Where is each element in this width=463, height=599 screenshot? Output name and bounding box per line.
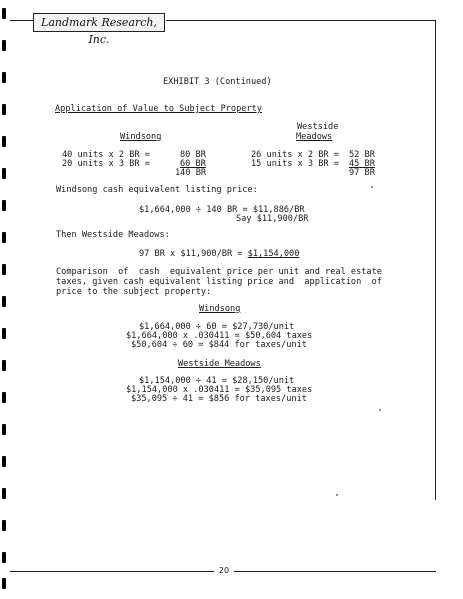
- binder-hole: [2, 168, 6, 179]
- then-calc-prefix: 97 BR x $11,900/BR =: [139, 249, 248, 259]
- windsong-calc-heading: Windsong: [199, 304, 241, 314]
- speck: [336, 494, 338, 496]
- then-intro: Then Westside Meadows:: [56, 230, 170, 240]
- westside-calc-line3: $35,095 ÷ 41 = $856 for taxes/unit: [131, 394, 307, 404]
- westside-total: 97 BR: [349, 168, 375, 178]
- westside-row2-value: 45 BR: [349, 159, 375, 169]
- binder-hole: [2, 456, 6, 467]
- westside-row1-value: 52 BR: [349, 150, 375, 160]
- binder-hole: [2, 200, 6, 211]
- frame-line: [166, 20, 436, 21]
- westside-calc-heading: Westside Meadows: [178, 359, 261, 369]
- westside-calc-line2: $1,154,000 x .030411 = $35,095 taxes: [126, 385, 313, 395]
- binder-hole: [2, 136, 6, 147]
- westside-row1-label: 26 units x 2 BR =: [251, 150, 339, 160]
- binder-hole: [2, 40, 6, 51]
- listing-calc-value: $11,886/BR: [252, 205, 305, 215]
- binder-hole: [2, 488, 6, 499]
- windsong-row1-value: 80 BR: [180, 150, 206, 160]
- listing-say-value: $11,900/BR: [256, 214, 309, 224]
- listing-calc-prefix: $1,664,000 ÷ 140 BR =: [139, 205, 253, 215]
- then-calc-value: $1,154,000: [247, 249, 300, 259]
- comparison-line3: price to the subject property:: [56, 287, 212, 297]
- binder-hole: [2, 264, 6, 275]
- binder-hole: [2, 8, 6, 19]
- binder-hole: [2, 72, 6, 83]
- binder-hole: [2, 232, 6, 243]
- windsong-heading: Windsong: [120, 132, 162, 142]
- binder-hole: [2, 520, 6, 531]
- frame-line: [10, 20, 34, 21]
- page-number: 20: [218, 566, 230, 575]
- binder-hole: [2, 552, 6, 563]
- windsong-total: 140 BR: [175, 168, 207, 178]
- binder-hole: [2, 424, 6, 435]
- frame-line: [10, 571, 214, 572]
- windsong-row1-label: 40 units x 2 BR =: [62, 150, 150, 160]
- binder-holes: [0, 0, 10, 599]
- listing-say-prefix: Say: [236, 214, 257, 224]
- speck: [379, 409, 381, 411]
- binder-hole: [2, 296, 6, 307]
- binder-hole: [2, 104, 6, 115]
- binder-hole: [2, 328, 6, 339]
- exhibit-title: EXHIBIT 3 (Continued): [163, 77, 272, 87]
- frame-line: [234, 571, 436, 572]
- windsong-calc-line3: $50,604 ÷ 60 = $844 for taxes/unit: [131, 340, 307, 350]
- binder-hole: [2, 392, 6, 403]
- listing-intro: Windsong cash equivalent listing price:: [56, 185, 258, 195]
- binder-hole: [2, 578, 6, 589]
- company-logo: Landmark Research, Inc.: [33, 13, 165, 32]
- windsong-row2-value: 60 BR: [180, 159, 206, 169]
- westside-heading-line2: Meadows: [296, 132, 333, 142]
- comparison-line2: taxes, given cash equivalent listing price and application of: [56, 277, 382, 287]
- speck: [371, 186, 373, 188]
- westside-row2-label: 15 units x 3 BR =: [251, 159, 339, 169]
- windsong-calc-line2: $1,664,000 x .030411 = $50,604 taxes: [126, 331, 313, 341]
- westside-heading-line1: Westside: [297, 122, 339, 132]
- then-calc: [139, 249, 299, 259]
- binder-hole: [2, 360, 6, 371]
- comparison-line1: Comparison of cash equivalent price per unit and real estate: [56, 267, 382, 277]
- windsong-calc-line1: $1,664,000 ÷ 60 = $27,730/unit: [139, 322, 295, 332]
- frame-line: [435, 20, 436, 500]
- westside-calc-line1: $1,154,000 ÷ 41 = $28,150/unit: [139, 376, 295, 386]
- windsong-row2-label: 20 units x 3 BR =: [62, 159, 150, 169]
- listing-calc-line2: [236, 214, 308, 224]
- section-heading: Application of Value to Subject Property: [55, 104, 262, 114]
